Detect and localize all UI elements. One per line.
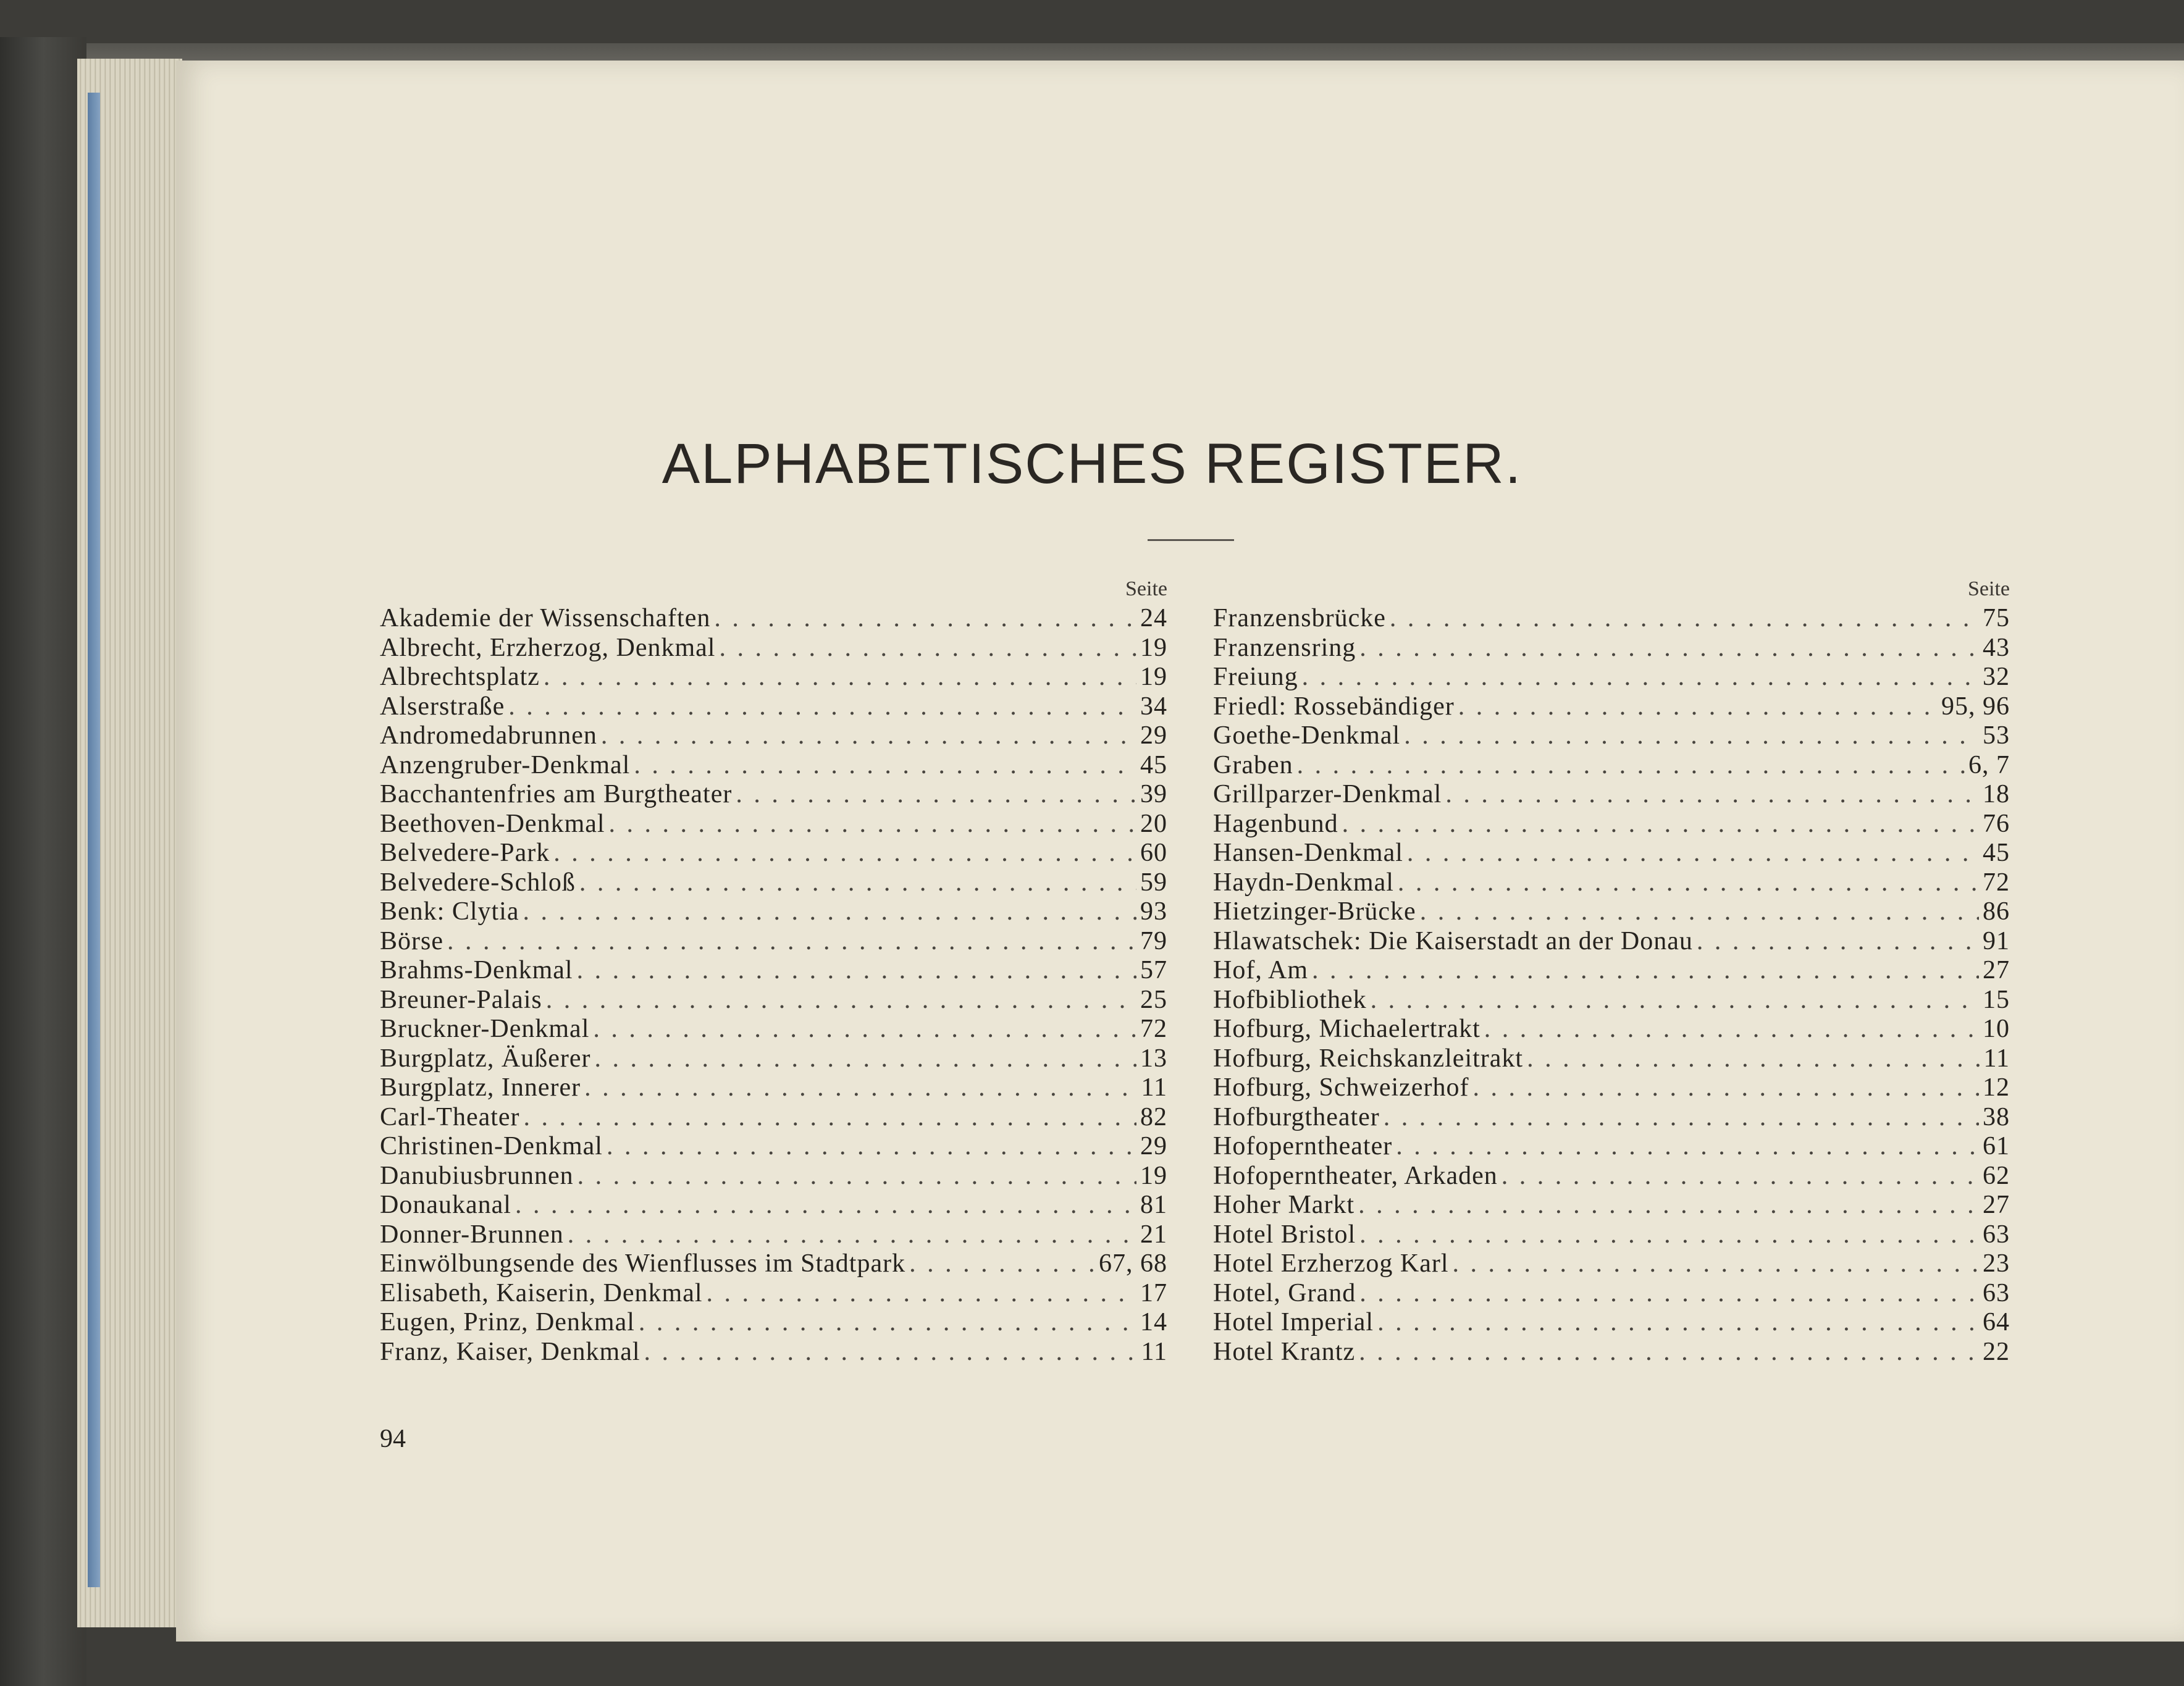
index-entry [1213, 721, 2010, 751]
index-column-right [1213, 574, 2010, 1367]
entry-page-number: 32 [1983, 663, 2010, 691]
entry-page-number: 67, 68 [1099, 1249, 1167, 1278]
index-entry [1213, 986, 2010, 1015]
entry-name: Christinen-Denkmal [380, 1132, 603, 1160]
index-entry [380, 1220, 1167, 1250]
dot-leader [578, 1162, 1136, 1191]
entry-page-number: 10 [1983, 1015, 2010, 1043]
dot-leader [1502, 1162, 1979, 1191]
index-entry [380, 1015, 1167, 1044]
index-entry [1213, 780, 2010, 810]
entry-name: Franz, Kaiser, Denkmal [380, 1337, 640, 1366]
entry-name: Hlawatschek: Die Kaiserstadt an der Donau [1213, 926, 1693, 955]
entry-page-number: 45 [1983, 839, 2010, 867]
dot-leader [607, 1132, 1136, 1162]
entry-page-number: 86 [1983, 897, 2010, 926]
dot-leader [1453, 1249, 1980, 1279]
index-entry [1213, 692, 2010, 722]
dot-leader [909, 1249, 1095, 1279]
index-entry [1213, 1308, 2010, 1338]
entry-page-number: 75 [1983, 604, 2010, 632]
entry-name: Hotel Erzherzog Karl [1213, 1249, 1449, 1278]
index-entry [1213, 634, 2010, 663]
index-entry [1213, 1249, 2010, 1279]
blue-page-edge [88, 93, 100, 1587]
entry-name: Albrechtsplatz [380, 663, 540, 691]
entry-page-number: 19 [1140, 633, 1167, 662]
entry-page-number: 17 [1140, 1278, 1167, 1307]
entry-page-number: 11 [1141, 1073, 1167, 1102]
entry-page-number: 91 [1983, 926, 2010, 955]
entry-name: Hotel Imperial [1213, 1308, 1374, 1336]
index-entry [380, 956, 1167, 986]
index-entry [380, 1249, 1167, 1279]
index-entry [380, 839, 1167, 868]
dot-leader [1302, 663, 1979, 692]
entry-page-number: 22 [1983, 1337, 2010, 1366]
dot-leader [1697, 927, 1979, 957]
dot-leader [1297, 751, 1965, 781]
index-entry [1213, 604, 2010, 634]
dot-leader [1359, 1338, 1979, 1367]
dot-leader [447, 927, 1136, 957]
dot-leader [579, 868, 1136, 898]
entry-name: Hotel Bristol [1213, 1220, 1356, 1249]
index-entry [380, 1162, 1167, 1191]
entry-page-number: 72 [1983, 868, 2010, 897]
entry-page-number: 64 [1983, 1308, 2010, 1336]
index-entry [1213, 839, 2010, 868]
entry-name: Benk: Clytia [380, 897, 519, 926]
entry-page-number: 63 [1983, 1220, 2010, 1249]
page-title: ALPHABETISCHES REGISTER. [662, 432, 1522, 495]
entry-page-number: 29 [1140, 721, 1167, 750]
index-entry [1213, 956, 2010, 986]
dot-leader [1527, 1044, 1980, 1074]
entry-name: Friedl: Rossebändiger [1213, 692, 1455, 721]
index-entry [1213, 1073, 2010, 1103]
dot-leader [546, 986, 1136, 1015]
entry-page-number: 23 [1983, 1249, 2010, 1278]
dot-leader [577, 956, 1136, 986]
entry-page-number: 19 [1140, 1161, 1167, 1190]
entry-page-number: 18 [1983, 780, 2010, 808]
dot-leader [1390, 604, 1979, 634]
entry-name: Hotel Krantz [1213, 1337, 1356, 1366]
dot-leader [593, 1015, 1136, 1044]
entry-page-number: 57 [1140, 956, 1167, 984]
dot-leader [523, 897, 1137, 927]
index-entry [380, 1308, 1167, 1338]
entry-page-number: 19 [1140, 663, 1167, 691]
entry-page-number: 72 [1140, 1015, 1167, 1043]
dot-leader [1371, 986, 1979, 1015]
entry-name: Carl-Theater [380, 1102, 520, 1131]
index-column-left [380, 574, 1167, 1367]
entry-page-number: 21 [1140, 1220, 1167, 1249]
entry-name: Hotel, Grand [1213, 1278, 1356, 1307]
entry-page-number: 29 [1140, 1132, 1167, 1160]
dot-leader [515, 1191, 1136, 1220]
dot-leader [553, 839, 1136, 868]
entry-name: Albrecht, Erzherzog, Denkmal [380, 633, 716, 662]
entry-name: Hofbibliothek [1213, 985, 1367, 1014]
entry-name: Andromedabrunnen [380, 721, 597, 750]
index-entry [380, 692, 1167, 722]
entry-page-number: 20 [1140, 809, 1167, 838]
index-entry [380, 1338, 1167, 1367]
column-header-seite: Seite [1125, 577, 1167, 600]
index-entry [380, 897, 1167, 927]
entry-name: Burgplatz, Äußerer [380, 1044, 591, 1073]
index-entry [1213, 897, 2010, 927]
dot-leader [1358, 1191, 1979, 1220]
entry-name: Börse [380, 926, 443, 955]
entry-name: Hof, Am [1213, 956, 1308, 984]
dot-leader [508, 692, 1136, 722]
entry-name: Bacchantenfries am Burgtheater [380, 780, 733, 808]
entry-name: Burgplatz, Innerer [380, 1073, 581, 1102]
entry-page-number: 14 [1140, 1308, 1167, 1336]
index-entry [380, 986, 1167, 1015]
entry-name: Hofoperntheater [1213, 1132, 1393, 1160]
index-entry [1213, 1279, 2010, 1309]
dot-leader [594, 1044, 1136, 1074]
entry-page-number: 95, 96 [1941, 692, 2010, 721]
dot-leader [1458, 692, 1938, 722]
index-entry [380, 634, 1167, 663]
index-entry [1213, 868, 2010, 898]
entry-name: Breuner-Palais [380, 985, 542, 1014]
dot-leader [1359, 1220, 1979, 1250]
dot-leader [1359, 634, 1979, 663]
entry-page-number: 34 [1140, 692, 1167, 721]
dot-leader [736, 780, 1136, 810]
index-entry [380, 780, 1167, 810]
dot-leader [634, 751, 1136, 781]
entry-name: Haydn-Denkmal [1213, 868, 1394, 897]
dot-leader [644, 1338, 1138, 1367]
dot-leader [568, 1220, 1136, 1250]
dot-leader [1445, 780, 1979, 810]
index-entry [380, 663, 1167, 692]
entry-page-number: 24 [1140, 604, 1167, 632]
entry-page-number: 6, 7 [1968, 750, 2010, 779]
entry-page-number: 25 [1140, 985, 1167, 1014]
entry-page-number: 11 [1983, 1044, 2010, 1073]
dot-leader [1398, 868, 1979, 898]
index-entry [380, 604, 1167, 634]
entry-name: Donner-Brunnen [380, 1220, 564, 1249]
entry-name: Alserstraße [380, 692, 505, 721]
index-entry [1213, 663, 2010, 692]
entry-page-number: 27 [1983, 956, 2010, 984]
entry-name: Hofburg, Michaelertrakt [1213, 1015, 1480, 1043]
entry-name: Hansen-Denkmal [1213, 839, 1403, 867]
index-entry [1213, 1015, 2010, 1044]
index-entry [380, 1132, 1167, 1162]
dot-leader [1359, 1279, 1979, 1309]
entry-name: Bruckner-Denkmal [380, 1015, 590, 1043]
entry-page-number: 76 [1983, 809, 2010, 838]
page-number: 94 [380, 1425, 406, 1453]
index-entry [1213, 1103, 2010, 1133]
entry-name: Belvedere-Park [380, 839, 550, 867]
entry-name: Anzengruber-Denkmal [380, 750, 631, 779]
dot-leader [601, 721, 1136, 751]
index-entry [1213, 810, 2010, 839]
entry-name: Hofburg, Reichskanzleitrakt [1213, 1044, 1524, 1073]
index-entry [1213, 927, 2010, 957]
entry-name: Hoher Markt [1213, 1191, 1355, 1219]
index-entry [380, 1044, 1167, 1074]
index-entry [380, 868, 1167, 898]
entry-name: Goethe-Denkmal [1213, 721, 1401, 750]
entry-page-number: 53 [1983, 721, 2010, 750]
dot-leader [524, 1103, 1136, 1133]
dot-leader [1384, 1103, 1979, 1133]
dot-leader [1377, 1308, 1979, 1338]
index-entry [1213, 1338, 2010, 1367]
entry-page-number: 45 [1140, 750, 1167, 779]
index-entry [1213, 751, 2010, 781]
entry-page-number: 13 [1140, 1044, 1167, 1073]
entry-name: Belvedere-Schloß [380, 868, 576, 897]
dot-leader [544, 663, 1136, 692]
entry-page-number: 82 [1140, 1102, 1167, 1131]
index-entry [380, 1073, 1167, 1103]
entry-name: Freiung [1213, 663, 1298, 691]
dot-leader [1312, 956, 1979, 986]
dot-leader [1407, 839, 1979, 868]
dot-leader [1472, 1073, 1979, 1103]
dot-leader [609, 810, 1136, 839]
index-entry [380, 1191, 1167, 1220]
index-entry [1213, 1162, 2010, 1191]
index-entry-list [1213, 604, 2010, 1367]
entry-page-number: 60 [1140, 839, 1167, 867]
entry-page-number: 15 [1983, 985, 2010, 1014]
dot-leader [714, 604, 1136, 634]
dot-leader [584, 1073, 1137, 1103]
dot-leader [707, 1279, 1136, 1309]
entry-page-number: 79 [1140, 926, 1167, 955]
entry-page-number: 59 [1140, 868, 1167, 897]
dot-leader [1342, 810, 1979, 839]
entry-name: Graben [1213, 750, 1293, 779]
entry-page-number: 81 [1140, 1191, 1167, 1219]
entry-name: Danubiusbrunnen [380, 1161, 574, 1190]
dot-leader [1420, 897, 1979, 927]
dot-leader [1484, 1015, 1979, 1044]
entry-name: Hietzinger-Brücke [1213, 897, 1416, 926]
index-entry [380, 751, 1167, 781]
dot-leader [639, 1308, 1136, 1338]
index-entry-list [380, 604, 1167, 1367]
entry-page-number: 12 [1983, 1073, 2010, 1102]
dot-leader [719, 634, 1136, 663]
entry-name: Hofoperntheater, Arkaden [1213, 1161, 1498, 1190]
entry-name: Franzensbrücke [1213, 604, 1386, 632]
index-entry [1213, 1132, 2010, 1162]
entry-name: Hofburg, Schweizerhof [1213, 1073, 1469, 1102]
entry-page-number: 11 [1141, 1337, 1167, 1366]
entry-page-number: 27 [1983, 1191, 2010, 1219]
dot-leader [1404, 721, 1979, 751]
index-entry [380, 721, 1167, 751]
entry-name: Hofburgtheater [1213, 1102, 1380, 1131]
entry-name: Eugen, Prinz, Denkmal [380, 1308, 635, 1336]
title-rule [1148, 539, 1234, 541]
entry-page-number: 43 [1983, 633, 2010, 662]
entry-page-number: 39 [1140, 780, 1167, 808]
entry-page-number: 63 [1983, 1278, 2010, 1307]
index-entry [1213, 1220, 2010, 1250]
index-entry [380, 927, 1167, 957]
entry-name: Grillparzer-Denkmal [1213, 780, 1442, 808]
index-entry [380, 810, 1167, 839]
entry-name: Brahms-Denkmal [380, 956, 573, 984]
entry-name: Donaukanal [380, 1191, 511, 1219]
column-header-seite: Seite [1968, 577, 2010, 600]
dot-leader [1396, 1132, 1979, 1162]
index-entry [1213, 1044, 2010, 1074]
entry-page-number: 62 [1983, 1161, 2010, 1190]
index-entry [1213, 1191, 2010, 1220]
entry-page-number: 38 [1983, 1102, 2010, 1131]
entry-page-number: 93 [1140, 897, 1167, 926]
entry-name: Hagenbund [1213, 809, 1338, 838]
index-entry [380, 1103, 1167, 1133]
entry-name: Franzensring [1213, 633, 1356, 662]
entry-name: Einwölbungsende des Wienflusses im Stadtpark [380, 1249, 906, 1278]
entry-name: Elisabeth, Kaiserin, Denkmal [380, 1278, 703, 1307]
entry-page-number: 61 [1983, 1132, 2010, 1160]
book-spine [0, 37, 86, 1686]
index-entry [380, 1279, 1167, 1309]
entry-name: Akademie der Wissenschaften [380, 604, 711, 632]
entry-name: Beethoven-Denkmal [380, 809, 605, 838]
